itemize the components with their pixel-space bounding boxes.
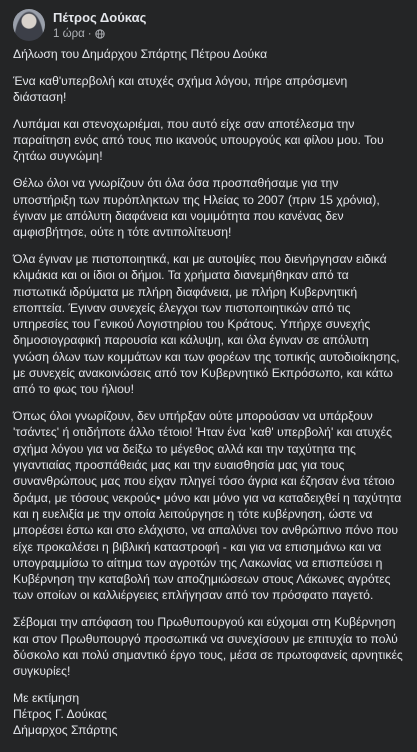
signature-closing: Με εκτίμηση (13, 690, 80, 705)
paragraph: Σέβομαι την απόφαση του Πρωθυπουργού και εύχομαι στη Κυβέρνηση και στον Πρωθυπουργό προσωπικά να συνεχίσουν με επιτυχία το πολύ δύσκολο και πολύ σημαντικό έργο τους, μέσα σε πρωτοφανείς αρνητικές συγκυρίες! (13, 615, 403, 679)
signature-role: Δήμαρχος Σπάρτης (13, 723, 118, 738)
post-title: Δήλωση του Δημάρχου Σπάρτης Πέτρου Δούκα (13, 47, 268, 61)
post-body (13, 46, 404, 739)
post-header (13, 0, 404, 46)
signature (13, 690, 404, 739)
separator-dot: · (87, 27, 92, 40)
paragraph: Λυπάμαι και στενοχωριέμαι, που αυτό είχε σαν αποτέλεσμα την παραίτηση ενός από τους πιο ικανούς υπουργούς και φίλου μου. Του ζητάω συγνώμη! (13, 116, 384, 164)
paragraph: Όλα έγιναν με πιστοποιητικά, και με αυτοψίες που διενήργησαν ειδικά κλιμάκια και οι ίδιοι οι δήμοι. Τα χρήματα διανεμήθηκαν από τα πιστωτικά ιδρύματα με πλήρη διαφάνεια, με πλήρη Κυβερνητική εποπτεία. Έγιναν συνεχείς έλεγχοι των πιστοποιητικών από τις υπηρεσίες του Γενικού Λογιστηρίου του Κράτους. Υπήρχε συνεχής δημοσιογραφική παρουσία και κάλυψη, και όλα έγιναν σε απόλυτη γνώση όλων των κομμάτων και των φορέων της τοπικής αυτοδιοίκησης, με συνεχείς ανακοινώσεις από τον Κυβερνητικό Εκπρόσωπο, και κάτω από το φως του ήλιου! (13, 251, 400, 397)
author-name[interactable]: Πέτρος Δούκας (53, 9, 147, 25)
post-time-row (53, 27, 146, 41)
signature-name: Πέτρος Γ. Δούκας (13, 707, 107, 722)
avatar[interactable] (13, 9, 45, 41)
post-timestamp[interactable]: 1 ώρα (53, 27, 85, 40)
paragraph: Θέλω όλοι να γνωρίζουν ότι όλα όσα προσπαθήσαμε για την υποστήριξη των πυρόπληκτων της Ηλείας το 2007 (πριν 15 χρόνια), έγιναν με απόλυτη διαφάνεια και νομιμότητα που κανένας δεν αμφισβήτησε, ούτε η τότε αντιπολίτευση! (13, 176, 380, 240)
post-meta (53, 10, 146, 41)
paragraph: Όπως όλοι γνωρίζουν, δεν υπήρξαν ούτε μπορούσαν να υπάρξουν 'τσάντες' ή οτιδήποτε άλλο τέτοιο! Ήταν ένα 'καθ' υπερβολή' και ατυχές σχήμα λόγου για να δείξω το μέγεθος αλλά και την ταχύτητα της γιγαντιαίας προσπάθειάς μας και την ευαισθησία μας για τους συνανθρώπους μας που είχαν πληγεί τόσο άγρια και έζησαν ένα τέτοιο δράμα, με τόσους νεκρούς• μόνο και μόνο για να καταδειχθεί η ταχύτητα και η ευελιξία με την οποία λειτούργησε η τότε κυβέρνηση, ώστε να μπορέσει έστω και στο ελάχιστο, να απαλύνει τον ανθρώπινο πόνο που είχε προκαλέσει η βιβλική καταστροφή - και για να επισημάνω και να υπογραμμίσω το αίτημα των αγροτών της Λακωνίας να επισπεύσει η Κυβέρνηση την καταβολή των αποζημιώσεων στους Λάκωνες αγρότες των οποίων οι καλλιέργειες επλήγησαν από τον πρόσφατο παγετό. (13, 409, 402, 603)
globe-icon (95, 29, 105, 39)
paragraph: Ένα καθ'υπερβολή και ατυχές σχήμα λόγου, πήρε απρόσμενη διάσταση! (13, 73, 348, 105)
